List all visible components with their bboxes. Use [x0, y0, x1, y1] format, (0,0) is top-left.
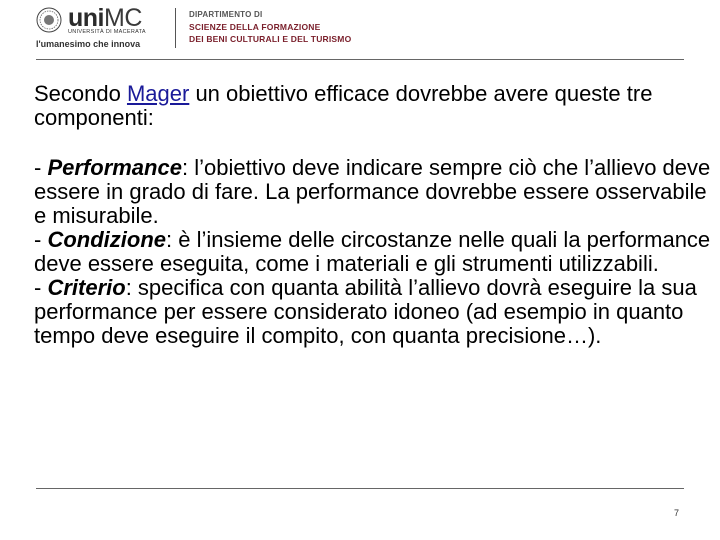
department-line-2: SCIENZE DELLA FORMAZIONE: [189, 22, 321, 32]
term-criterio: Criterio: [47, 275, 126, 300]
slide-header: [0, 0, 720, 60]
department-line-3: DEI BENI CULTURALI E DEL TURISMO: [189, 34, 352, 44]
university-name: UNIVERSITÀ DI MACERATA: [68, 29, 146, 35]
department-name: [189, 9, 351, 45]
term-performance: Performance: [47, 155, 182, 180]
header-divider: [175, 8, 176, 48]
university-motto: l'umanesimo che innova: [36, 39, 141, 49]
intro-paragraph: Secondo Mager un obiettivo efficace dovrebbe avere queste tre componenti:: [34, 81, 653, 130]
slide-body: [34, 82, 714, 348]
component-condizione: - Condizione: è l’insieme delle circostanze nelle quali la performance deve essere eseguita, come i materiali e gli strumenti utilizzabili.: [34, 227, 711, 276]
component-criterio: - Criterio: specifica con quanta abilità l’allievo dovrà eseguire la sua performance per essere considerato idoneo (ad esempio in quanto tempo deve eseguire il compito, con quanta precisione…).: [34, 275, 697, 348]
term-condizione: Condizione: [47, 227, 166, 252]
page-number: 7: [674, 508, 680, 518]
university-seal-icon: [36, 7, 62, 33]
component-performance: - Performance: l’obiettivo deve indicare sempre ciò che l’allievo deve essere in grado di fare. La performance dovrebbe essere osservabile e misurabile.: [34, 155, 711, 228]
mager-link[interactable]: Mager: [126, 81, 190, 106]
footer-rule: [36, 488, 684, 489]
header-rule: [36, 59, 684, 60]
department-line-1: DIPARTIMENTO DI: [189, 10, 263, 19]
university-logo: uniMC: [68, 4, 142, 32]
